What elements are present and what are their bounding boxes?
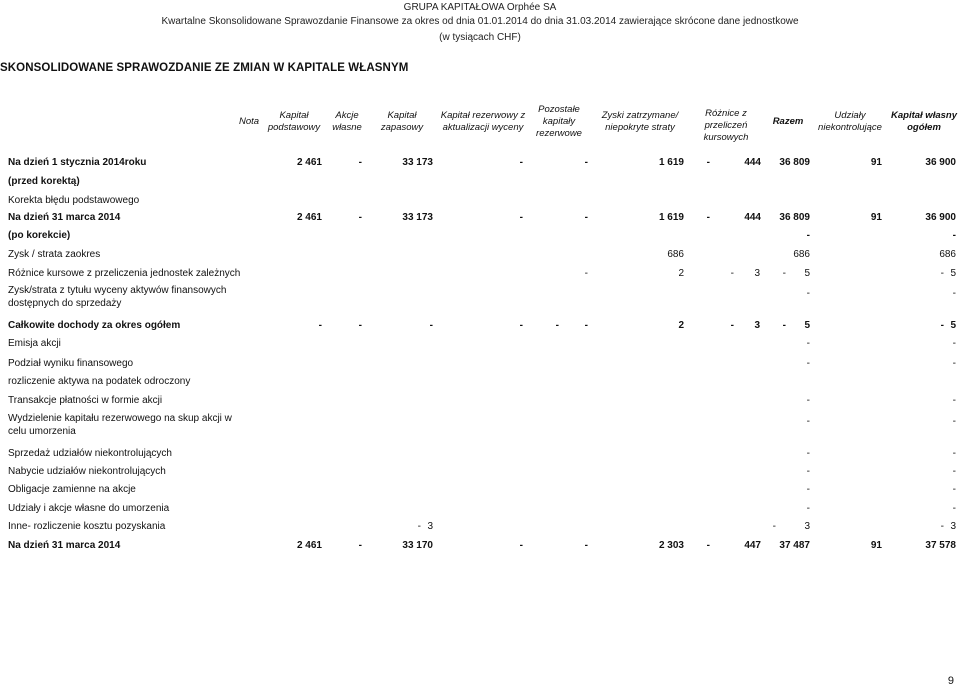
cell-kz: - [429, 320, 433, 331]
cell-rd: - [730, 320, 734, 331]
cell-ra: - [806, 288, 810, 299]
cell-ud: 91 [870, 540, 882, 551]
row-label: Nabycie udziałów niekontrolujących [8, 466, 166, 477]
row-label: Inne- rozliczenie kosztu pozyskania [8, 521, 166, 532]
cell-rad: - [782, 320, 786, 331]
cell-kp: 2 461 [296, 212, 322, 223]
cell-kz: 33 170 [402, 540, 433, 551]
row-label: Różnice kursowe z przeliczenia jednostek zależnych [8, 268, 241, 279]
table-row [0, 268, 960, 282]
cell-og: 5 [950, 320, 956, 331]
cell-og: - [952, 358, 956, 369]
cell-og: - [952, 448, 956, 459]
cell-ra: 37 487 [779, 540, 810, 551]
cell-kr: - [519, 212, 523, 223]
cell-kp: - [318, 320, 322, 331]
table-row [0, 338, 960, 352]
row-label: Zysk / strata zaokres [8, 249, 101, 260]
cell-og: 3 [950, 521, 956, 532]
cell-ogd: - [940, 268, 944, 279]
col-razem: Razem [772, 116, 804, 127]
cell-kz: 33 173 [402, 157, 433, 168]
table-row [0, 176, 960, 190]
cell-ra: - [806, 230, 810, 241]
table-row [0, 195, 960, 209]
cell-og: 686 [939, 249, 956, 260]
cell-kp: 2 461 [296, 540, 322, 551]
cell-og: 37 578 [925, 540, 956, 551]
table-row [0, 466, 960, 480]
cell-ak: - [358, 540, 362, 551]
cell-rd: - [706, 212, 710, 223]
cell-ro: 444 [744, 212, 761, 223]
cell-rd: - [706, 157, 710, 168]
cell-rad: - [782, 268, 786, 279]
cell-po: - [584, 268, 588, 279]
row-label: Zysk/strata z tytułu wyceny aktywów finansowych dostępnych do sprzedaży [8, 285, 227, 309]
cell-zy: 1 619 [658, 212, 684, 223]
cell-og: - [952, 288, 956, 299]
cell-kp: 2 461 [296, 157, 322, 168]
cell-og: 5 [950, 268, 956, 279]
row-label: Wydzielenie kapitału rezerwowego na skup akcji w celu umorzenia [8, 413, 232, 437]
col-pozostale-kapitaly: Pozostałe kapitały rezerwowe [536, 104, 582, 139]
col-zyski-zatrzymane: Zyski zatrzymane/ niepokryte straty [601, 110, 679, 133]
col-kapital-wlasny-ogolem: Kapitał własny ogółem [891, 110, 957, 133]
cell-kr2: - [555, 320, 559, 331]
table-row [0, 503, 960, 517]
currency-unit: (w tysiącach CHF) [439, 32, 521, 43]
row-label: Na dzień 31 marca 2014 [8, 212, 121, 223]
cell-ra: - [806, 448, 810, 459]
table-row [0, 448, 960, 462]
cell-ro: 3 [754, 320, 760, 331]
cell-ra: 686 [793, 249, 810, 260]
cell-ro: 3 [754, 268, 760, 279]
cell-ra: - [806, 503, 810, 514]
cell-rad: - [772, 521, 776, 532]
cell-og: - [952, 338, 956, 349]
table-row [0, 358, 960, 372]
company-name: GRUPA KAPITAŁOWA Orphée SA [403, 2, 557, 13]
cell-og: - [952, 466, 956, 477]
row-label: Udziały i akcje własne do umorzenia [8, 503, 170, 514]
row-label: Podział wyniku finansowego [8, 358, 134, 369]
cell-og: 36 900 [925, 157, 956, 168]
col-roznice-kursowe: Różnice z przeliczeń kursowych [703, 108, 749, 143]
cell-kr: - [519, 320, 523, 331]
table-row [0, 413, 960, 437]
page-number: 9 [947, 675, 954, 687]
cell-og: - [952, 484, 956, 495]
row-label: (po korekcie) [8, 230, 71, 241]
cell-ra: - [806, 338, 810, 349]
col-udzialy-niekontrolujace: Udziały niekontrolujące [818, 110, 882, 133]
cell-po: - [584, 212, 588, 223]
cell-kzd: - [417, 521, 421, 532]
col-kapital-podstawowy: Kapitał podstawowy [267, 110, 321, 133]
row-label: Emisja akcji [8, 338, 61, 349]
cell-zy: 2 [678, 268, 684, 279]
cell-ra: - [806, 466, 810, 477]
cell-ud: 91 [870, 157, 882, 168]
cell-ra: 36 809 [779, 212, 810, 223]
cell-og: - [952, 395, 956, 406]
cell-ro: 444 [744, 157, 761, 168]
row-label: (przed korektą) [8, 176, 80, 187]
cell-ra: - [806, 416, 810, 427]
table-row [0, 212, 960, 226]
cell-kz: 33 173 [402, 212, 433, 223]
table-row [0, 230, 960, 244]
table-row [0, 540, 960, 554]
table-row [0, 376, 960, 390]
cell-kr: - [519, 540, 523, 551]
cell-og: - [952, 416, 956, 427]
cell-ak: - [358, 320, 362, 331]
row-label: Na dzień 31 marca 2014 [8, 540, 121, 551]
col-nota: Nota [238, 116, 260, 127]
cell-ak: - [358, 212, 362, 223]
cell-ra: 5 [804, 268, 810, 279]
cell-po: - [584, 320, 588, 331]
cell-ra: - [806, 395, 810, 406]
row-label: Całkowite dochody za okres ogółem [8, 320, 181, 331]
cell-ra: - [806, 358, 810, 369]
cell-rd: - [730, 268, 734, 279]
cell-zy: 2 [678, 320, 684, 331]
col-kapital-zapasowy: Kapitał zapasowy [380, 110, 424, 133]
table-row [0, 521, 960, 535]
cell-og: 36 900 [925, 212, 956, 223]
row-label: Sprzedaż udziałów niekontrolujących [8, 448, 172, 459]
cell-og: - [952, 230, 956, 241]
row-label: Transakcje płatności w formie akcji [8, 395, 163, 406]
table-row [0, 484, 960, 498]
cell-kz: 3 [427, 521, 433, 532]
cell-po: - [584, 157, 588, 168]
row-label: Korekta błędu podstawowego [8, 195, 140, 206]
row-label: rozliczenie aktywa na podatek odroczony [8, 376, 191, 387]
table-row [0, 320, 960, 334]
cell-po: - [584, 540, 588, 551]
statement-title: SKONSOLIDOWANE SPRAWOZDANIE ZE ZMIAN W KAPITALE WŁASNYM [0, 62, 409, 74]
cell-ak: - [358, 157, 362, 168]
table-row [0, 285, 960, 309]
col-kapital-rezerwowy: Kapitał rezerwowy z aktualizacji wyceny [440, 110, 526, 133]
cell-kr: - [519, 157, 523, 168]
cell-ra: - [806, 484, 810, 495]
report-subtitle: Kwartalne Skonsolidowane Sprawozdanie Finansowe za okres od dnia 01.01.2014 do dnia 31.03.2014 zawierające skrócone dane jednostkowe [161, 16, 799, 27]
cell-ud: 91 [870, 212, 882, 223]
cell-ro: 447 [744, 540, 761, 551]
cell-ra: 5 [804, 320, 810, 331]
row-label: Obligacje zamienne na akcje [8, 484, 136, 495]
cell-rd: - [706, 540, 710, 551]
cell-zy: 1 619 [658, 157, 684, 168]
cell-ra: 3 [804, 521, 810, 532]
cell-zy: 2 303 [658, 540, 684, 551]
table-row [0, 249, 960, 263]
table-row [0, 157, 960, 171]
cell-ogd: - [940, 521, 944, 532]
cell-zy: 686 [667, 249, 684, 260]
table-row [0, 395, 960, 409]
row-label: Na dzień 1 stycznia 2014roku [8, 157, 147, 168]
cell-og: - [952, 503, 956, 514]
cell-ogd: - [940, 320, 944, 331]
col-akcje-wlasne: Akcje własne [332, 110, 362, 133]
cell-ra: 36 809 [779, 157, 810, 168]
